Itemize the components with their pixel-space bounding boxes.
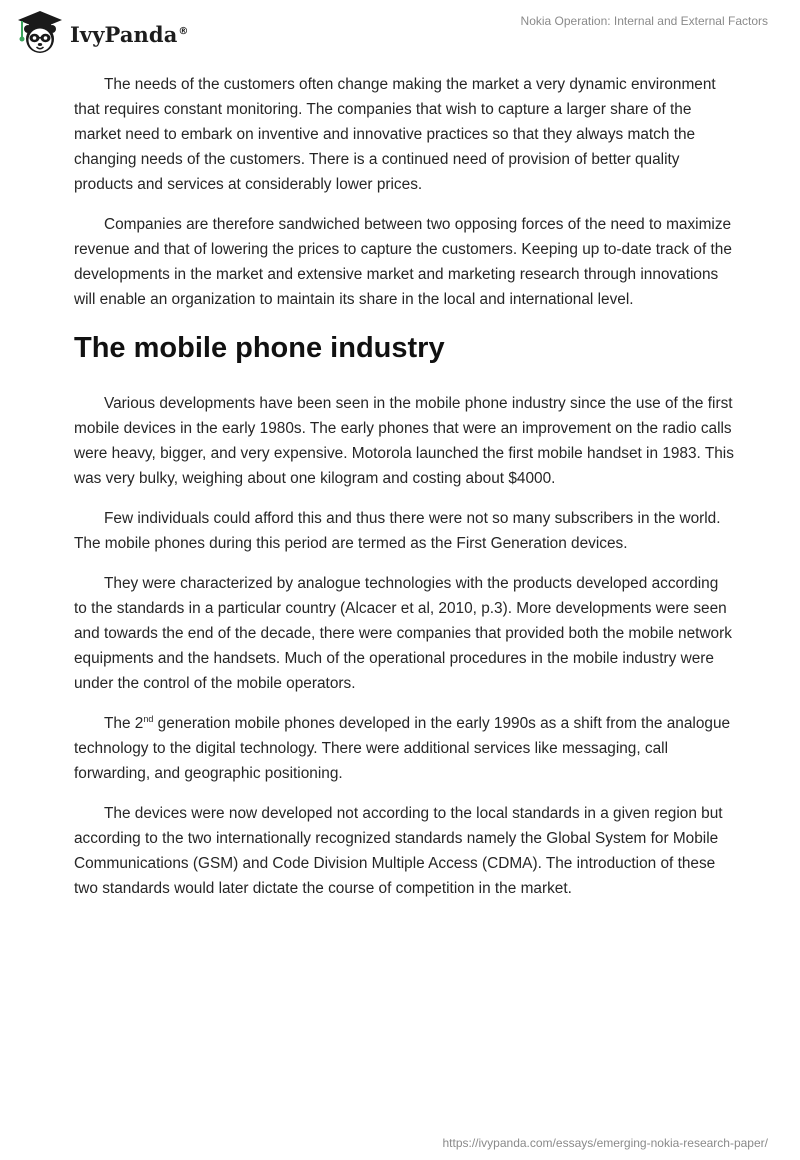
panda-graduate-icon [16, 9, 64, 55]
paragraph-1: The needs of the customers often change making the market a very dynamic environment that requires constant monitoring. The companies that wish to capture a larger share of the market need to embark on inventive and innovative practices so that they always match the changing needs of the customers. There is a continued need of provision of better quality products and services at considerably lower prices. [74, 76, 716, 193]
article-body [74, 72, 734, 916]
brand-logo[interactable] [16, 9, 189, 55]
source-url[interactable]: https://ivypanda.com/essays/emerging-nokia-research-paper/ [442, 1136, 768, 1150]
paragraph-4: Few individuals could afford this and thus there were not so many subscribers in the world. The mobile phones during this period are termed as the First Generation devices. [74, 510, 721, 552]
page-header [0, 0, 800, 64]
section-heading: The mobile phone industry [74, 332, 445, 364]
paragraph-6-start: The 2 [104, 715, 144, 732]
document-title: Nokia Operation: Internal and External Factors [520, 14, 768, 28]
paragraph-2: Companies are therefore sandwiched between two opposing forces of the need to maximize revenue and that of lowering the prices to capture the customers. Keeping up to-date track of the developments in the market and extensive market and marketing research through innovations will enable an organization to maintain its share in the local and international level. [74, 216, 732, 308]
paragraph-3: Various developments have been seen in the mobile phone industry since the use of the first mobile devices in the early 1980s. The early phones that were an improvement on the radio calls were heavy, bigger, and very expensive. Motorola launched the first mobile handset in 1983. This was very bulky, weighing about one kilogram and costing about $4000. [74, 395, 734, 487]
ordinal-suffix: nd [143, 713, 154, 724]
paragraph-6 [74, 711, 734, 786]
registered-mark: ® [178, 25, 189, 37]
paragraph-5: They were characterized by analogue technologies with the products developed according to the standards in a particular country (Alcacer et al, 2010, p.3). More developments were seen and towards the end of the decade, there were companies that provided both the mobile network equipments and the handsets. Much of the operational procedures in the mobile industry were under the control of the mobile operators. [74, 575, 732, 692]
paragraph-6-rest: generation mobile phones developed in the early 1990s as a shift from the analogue technology to the digital technology. There were additional services like messaging, call forwarding, and geographic positioning. [74, 715, 731, 782]
brand-name: IvyPanda® [70, 21, 189, 47]
paragraph-7: The devices were now developed not according to the local standards in a given region but according to the two internationally recognized standards namely the Global System for Mobile Communications (GSM) and Code Division Multiple Access (CDMA). The introduction of these two standards would later dictate the course of competition in the market. [74, 805, 723, 897]
